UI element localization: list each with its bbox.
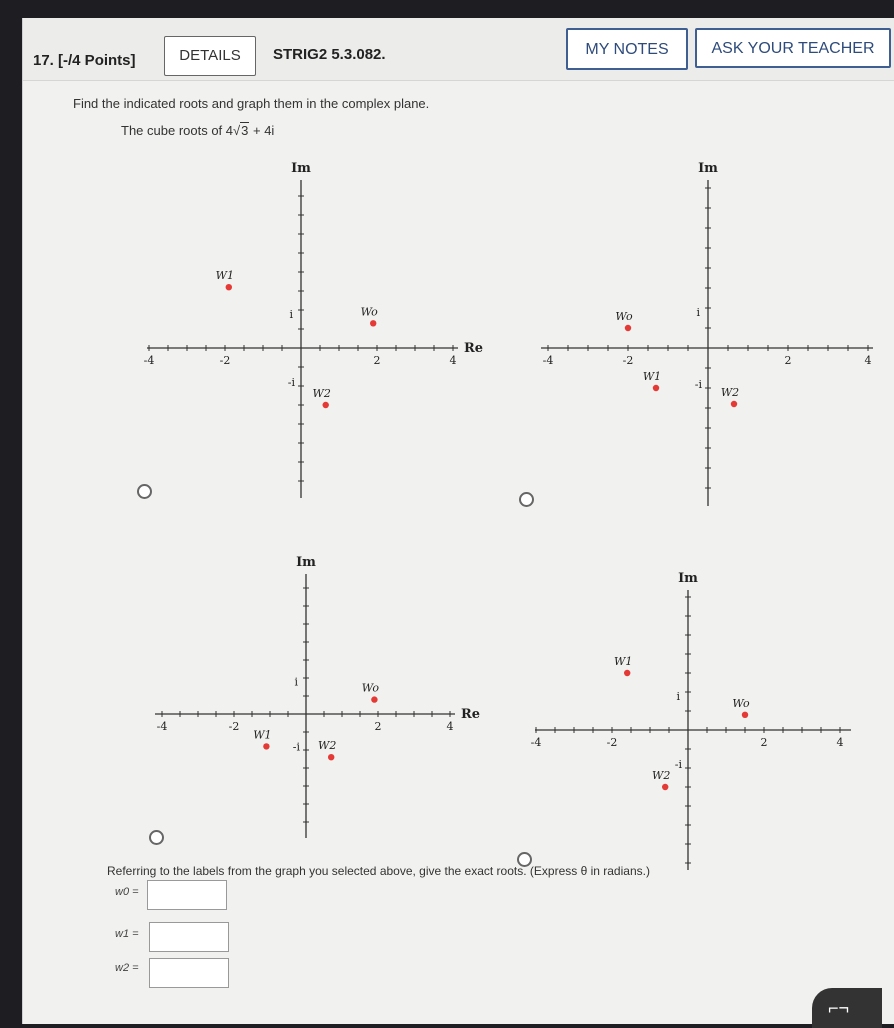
neg-i-tick-label: -i — [694, 378, 702, 391]
w1-input[interactable] — [149, 922, 229, 952]
root-point — [742, 712, 748, 718]
prompt-prefix: The cube roots of 4 — [121, 123, 234, 138]
tick-label: -2 — [606, 736, 618, 749]
root-label: W2 — [312, 387, 331, 400]
tick-label: 2 — [374, 720, 382, 733]
w0-input[interactable] — [147, 880, 227, 910]
tick-label: -2 — [219, 354, 231, 367]
w2-input[interactable] — [149, 958, 229, 988]
tick-label: 4 — [446, 720, 454, 733]
root-label: Wo — [360, 305, 378, 319]
question-id: STRIG2 5.3.082. — [273, 46, 386, 63]
details-button[interactable]: DETAILS — [164, 36, 256, 76]
tick-label: -2 — [228, 720, 240, 733]
re-axis-label: Re — [464, 341, 484, 356]
root-label: W2 — [652, 769, 671, 782]
question-prompt: The cube roots of 4√3 + 4i — [121, 123, 275, 138]
root-label: W1 — [614, 655, 633, 668]
neg-i-tick-label: -i — [674, 758, 682, 772]
my-notes-button[interactable]: MY NOTES — [566, 28, 688, 70]
neg-i-tick-label: -i — [292, 740, 300, 754]
i-tick-label: i — [676, 689, 680, 703]
tick-label: -2 — [622, 354, 634, 367]
root-label: Wo — [361, 681, 379, 695]
tick-label: 2 — [373, 354, 381, 367]
w1-label: w1 = — [115, 928, 139, 940]
root-label: Wo — [615, 310, 633, 323]
root-label: W1 — [253, 728, 272, 742]
im-axis-label: Im — [291, 161, 311, 176]
tick-label: -4 — [156, 720, 168, 733]
tick-label: 2 — [760, 736, 768, 749]
im-axis-label: Im — [296, 555, 316, 570]
w0-label: w0 = — [115, 886, 139, 898]
i-tick-label: i — [696, 306, 700, 319]
im-axis-label: Im — [678, 571, 698, 586]
tick-label: -4 — [530, 736, 542, 749]
root-label: W1 — [642, 370, 662, 383]
screen-corner-widget — [812, 988, 882, 1028]
re-axis-label: Re — [461, 707, 481, 722]
tick-label: -4 — [143, 354, 155, 367]
root-label: W1 — [215, 269, 234, 283]
question-instruction: Find the indicated roots and graph them in the complex plane. — [73, 96, 430, 111]
root-label: W2 — [318, 739, 337, 753]
tick-label: -4 — [542, 354, 554, 367]
prompt-radicand: 3 — [241, 123, 249, 138]
i-tick-label: i — [294, 675, 298, 689]
root-label: W2 — [720, 386, 740, 399]
tick-label: 4 — [864, 354, 872, 367]
neg-i-tick-label: -i — [287, 376, 295, 390]
prompt-suffix: + 4i — [249, 123, 275, 138]
im-axis-label: Im — [698, 161, 718, 176]
bracket-icon: ⌐¬ — [828, 998, 850, 1018]
question-page — [22, 18, 894, 1024]
tick-label: 4 — [836, 736, 844, 749]
root-label: Wo — [732, 696, 750, 710]
root-point — [662, 784, 668, 790]
ask-teacher-button[interactable]: ASK YOUR TEACHER — [695, 28, 891, 68]
w2-label: w2 = — [115, 962, 139, 974]
question-number: 17. [-/4 Points] — [33, 52, 136, 69]
i-tick-label: i — [289, 307, 293, 321]
tick-label: 2 — [784, 354, 792, 367]
root-point — [624, 670, 630, 676]
tick-label: 4 — [449, 354, 457, 367]
answer-instruction: Referring to the labels from the graph you selected above, give the exact roots. (Express θ in radians.) — [107, 864, 650, 878]
